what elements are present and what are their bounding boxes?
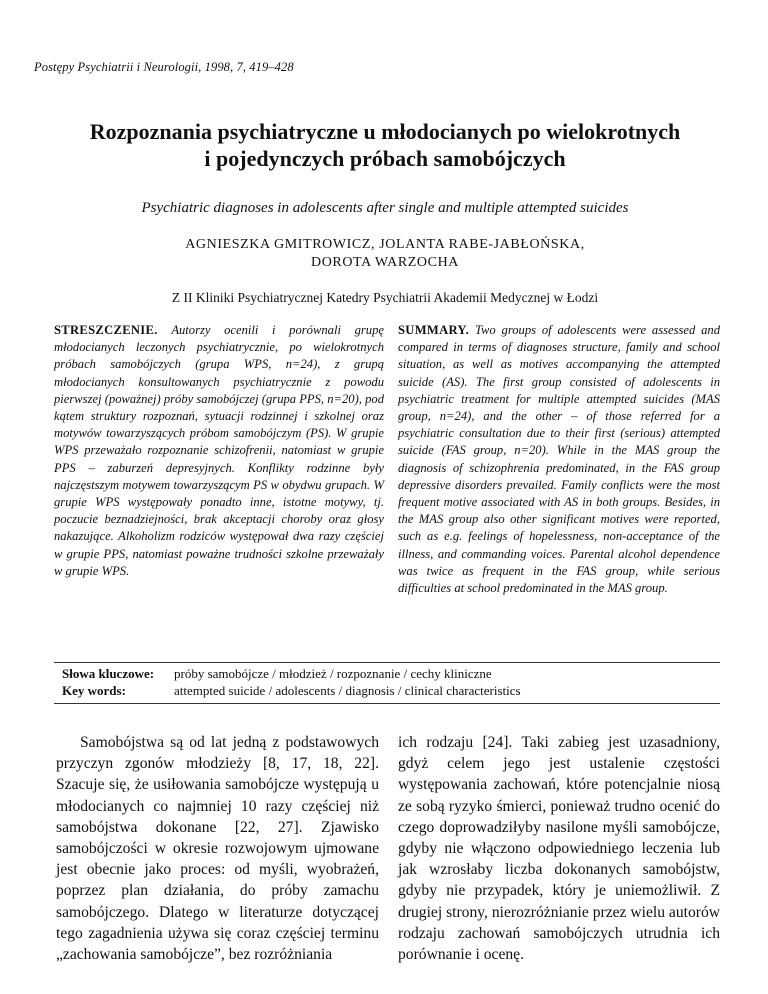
keywords-english-label: Key words: (62, 683, 126, 698)
abstract-polish-heading: STRESZCZENIE. (54, 323, 158, 337)
journal-citation: Postępy Psychiatrii i Neurologii, 1998, 7, 419–428 (34, 60, 294, 74)
title-line-1: Rozpoznania psychiatryczne u młodocianych po wielokrotnych (89, 119, 681, 144)
body-text-right-column: ich rodzaju [24]. Taki zabieg jest uzasadniony, gdyż celem jego jest ustalenie częstości występowania zachowań, które potencjalnie niosą ze sobą ryzyko śmierci, ponieważ trudno ocenić do czego doprowadziłyby nasilone myśli samobójcze, gdyby nie włączono odpowiedniego leczenia lub jak wzrosłaby liczba dokonanych samobójstw, gdyby nie przypadek, który je uniemożliwił. Z drugiej strony, nierozróżnianie przez wielu autorów rodzaju zachowań samobójczych utrudnia ich porównanie i ocenę. (398, 734, 721, 964)
abstract-polish-text: Autorzy ocenili i porównali grupę młodocianych leczonych psychiatrycznie, po wielokrotnych próbach samobójczych (grupa WPS, n=24), z grupą młodocianych konsultowanych psychiatrycznie z powodu pierwszej (poważnej) próby samobójczej (grupa PPS, n=20), pod kątem struktury rozpoznań, sytuacji rodzinnej i szkolnej oraz motywów towarzyszących próbom samobójczym (PS). W grupie WPS przeważało rozpoznanie schizofrenii, natomiast w grupie PPS – zaburzeń depresyjnych. Konflikty rodzinne były najczęstszym motywem towarzyszącym PS w obydwu grupach. W grupie WPS występowały ponadto inne, istotne motywy, tj. poczucie beznadziejności, brak akceptacji choroby oraz głosy nakazujące. Alkoholizm rodziców występował dwa razy częściej w grupie PPS, natomiast poważne trudności szkolne przeważały w grupie WPS. (54, 323, 384, 578)
keywords-polish (62, 666, 492, 682)
affiliation: Z II Kliniki Psychiatrycznej Katedry Psychiatrii Akademii Medycznej w Łodzi (171, 290, 599, 305)
abstract-english (398, 322, 720, 597)
article-title (20, 118, 750, 172)
authors-line-2: DOROTA WARZOCHA (310, 255, 459, 270)
authors-line-1: AGNIESZKA GMITROWICZ, JOLANTA RABE-JABŁOŃSKA, (185, 237, 585, 252)
title-line-2: i pojedynczych próbach samobójczych (204, 146, 566, 171)
abstract-english-heading: SUMMARY. (398, 323, 470, 337)
author-list (20, 236, 750, 272)
keywords-english-value: attempted suicide / adolescents / diagnosis / clinical characteristics (174, 683, 521, 698)
keywords-divider-bottom (54, 703, 720, 704)
keywords-english (62, 683, 521, 699)
abstract-polish (54, 322, 384, 580)
article-subtitle: Psychiatric diagnoses in adolescents after single and multiple attempted suicides (141, 200, 629, 216)
abstract-english-text: Two groups of adolescents were assessed and compared in terms of diagnoses structure, family and school situation, as well as motives accompanying the attempted suicide (AS). The first group consisted of adolescents in psychiatric treatment for multiple attempted suicides (MAS group, n=24), and the other – of those referred for a psychiatric consultation due to their first (serious) attempted suicide (FAS group, n=20). While in the MAS group the diagnosis of schizophrenia predominated, in the FAS group depressive disorders prevailed. Family conflicts were the most frequent motive associated with AS in both groups. Besides, in the MAS group also other significant motives were reported, such as e.g. feelings of hopelessness, non-acceptance of the illness, and commanding voices. Parental alcohol dependence was twice as frequent in the FAS group, while serious difficulties at school predominated in the MAS group. (398, 323, 720, 596)
keywords-polish-value: próby samobójcze / młodzież / rozpoznanie / cechy kliniczne (174, 666, 492, 681)
keywords-divider-top (54, 662, 720, 663)
body-text-left-column: Samobójstwa są od lat jedną z podstawowych przyczyn zgonów młodzieży [8, 17, 18, 22]. Szacuje się, że usiłowania samobójcze występują u młodocianych co najmniej 10 razy częściej niż samobójstwa dokonane [22, 27]. Zjawisko samobójczości w okresie rozwojowym ujmowane jest obecnie jako proces: od myśli, wyobrażeń, poprzez plan działania, do próby zamachu samobójczego. Dlatego w literaturze dotyczącej tego zagadnienia używa się coraz częściej terminu „zachowania samobójcze”, bez rozróżniania (56, 734, 379, 964)
keywords-polish-label: Słowa kluczowe: (62, 666, 155, 681)
